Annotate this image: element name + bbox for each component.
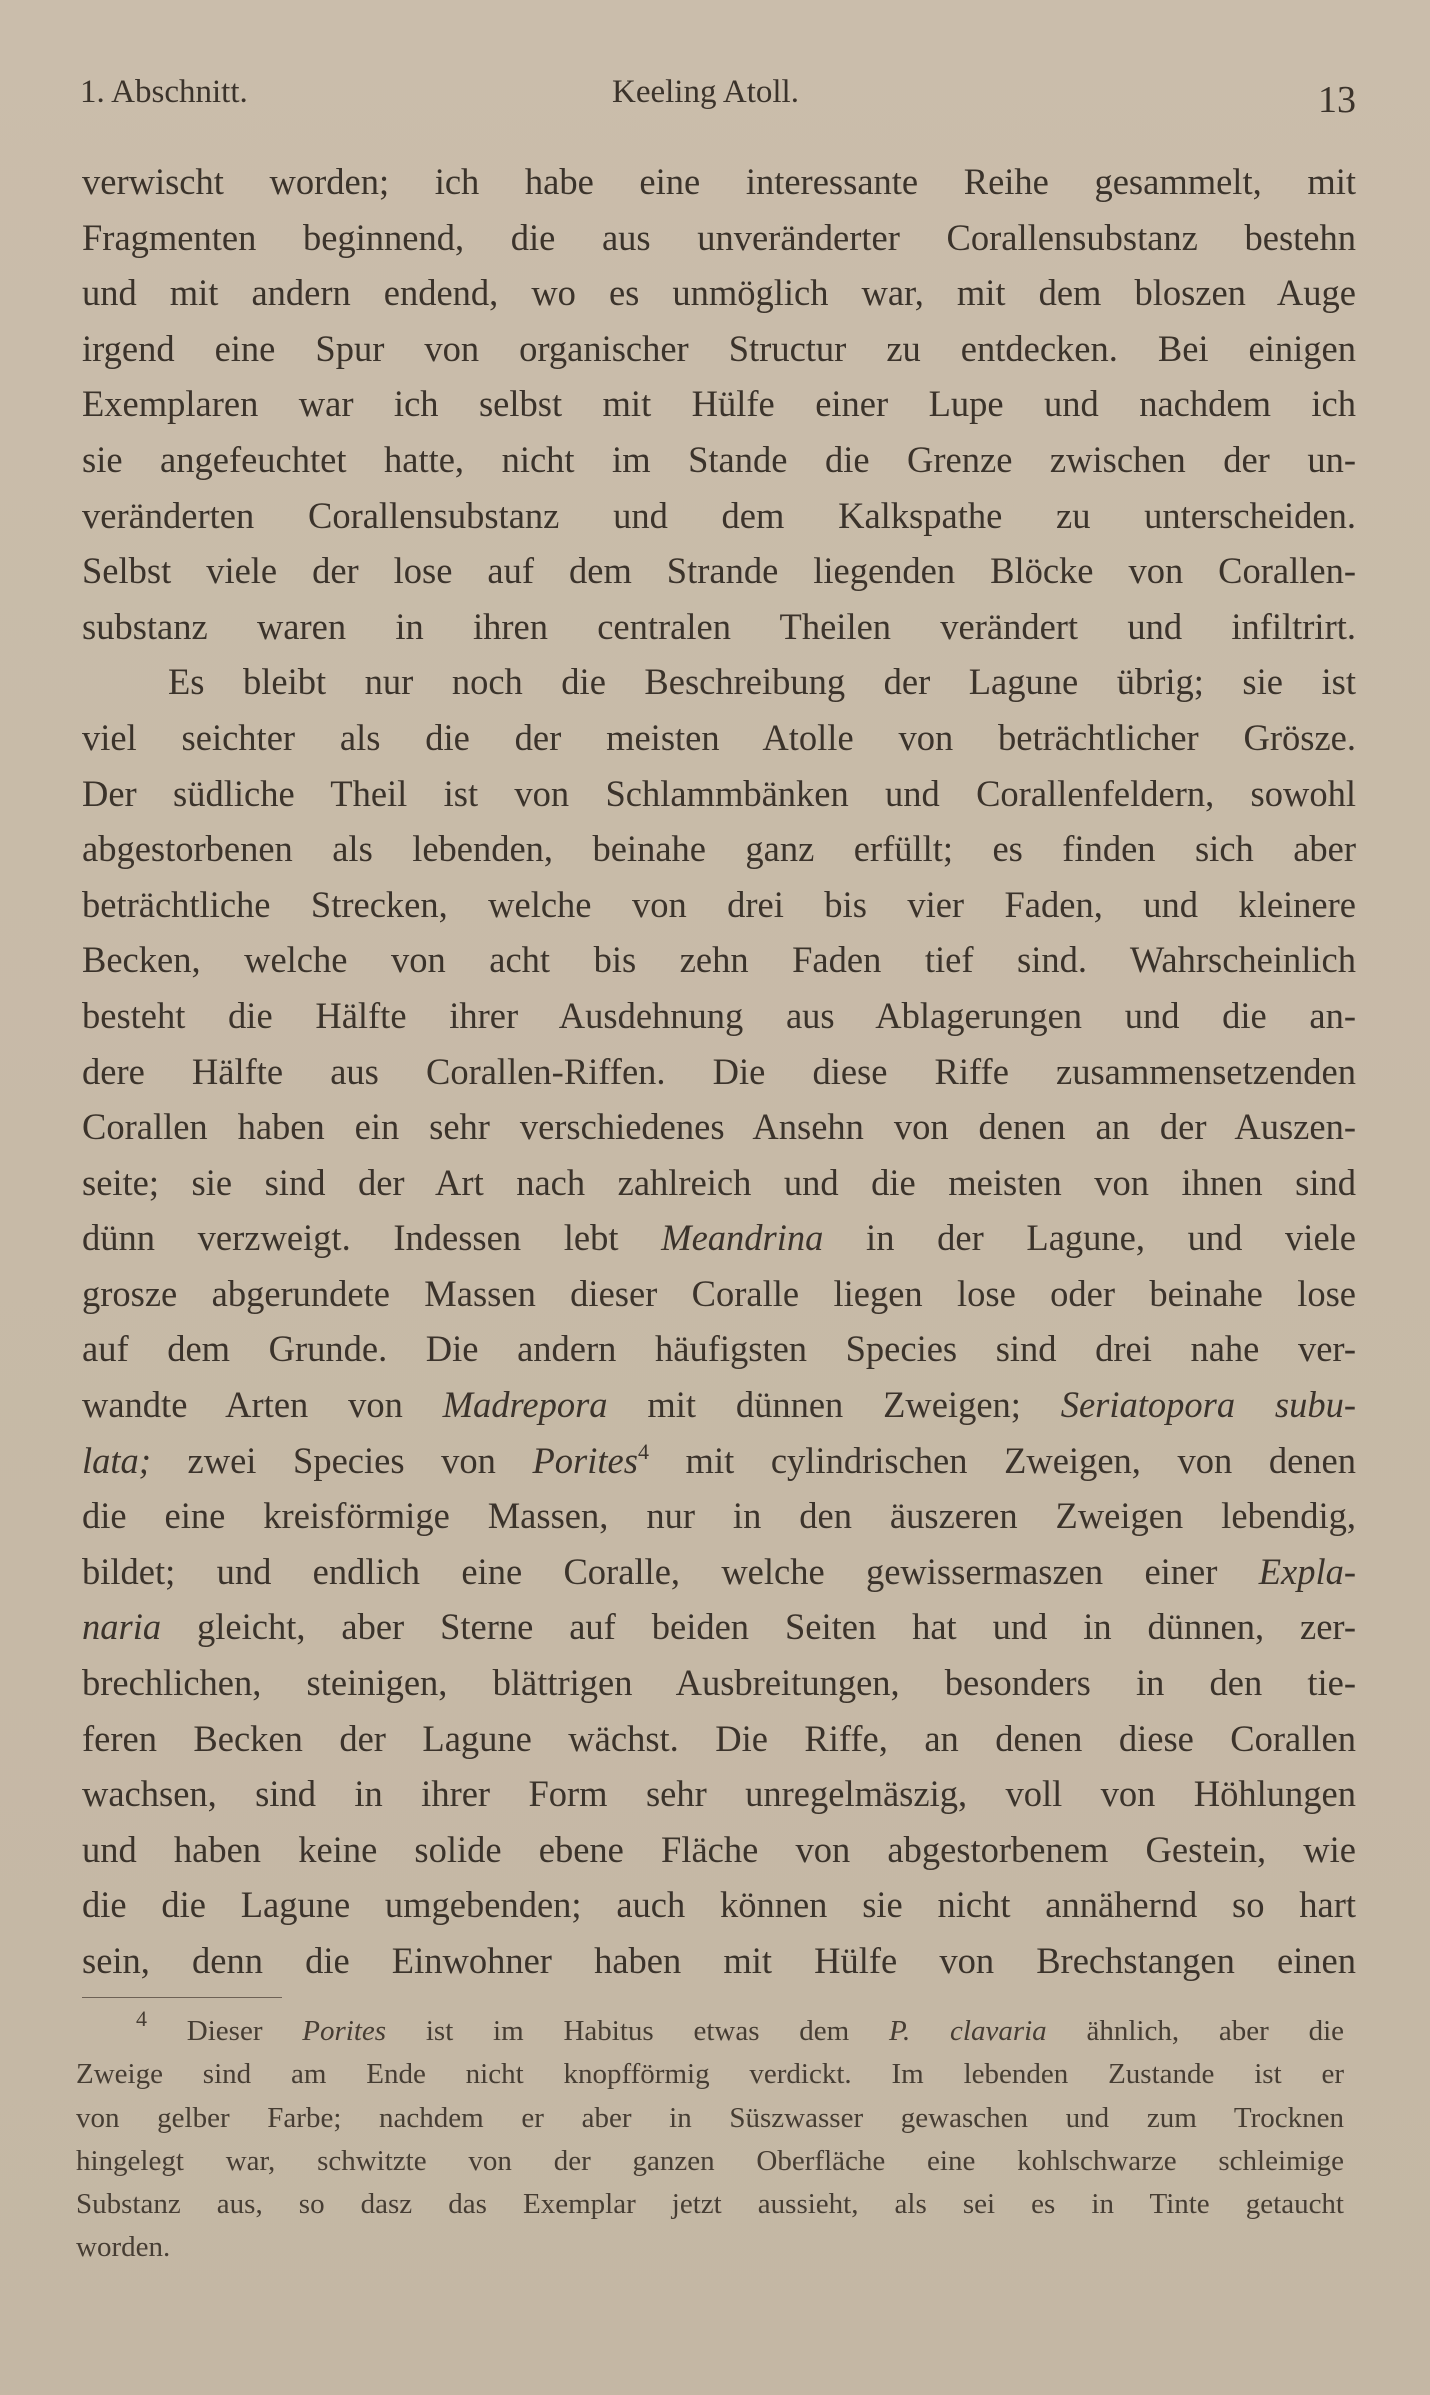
text-line: und haben keine solide ebene Fläche von abgestorbenem Gestein, wie [82,1828,1356,1870]
text-run: in der Lagune, und viele [823,1217,1356,1259]
page-number: 13 [1318,79,1356,121]
text-run: Dieser [147,2015,303,2047]
species-name-explanaria: Expla- [1258,1550,1356,1592]
text-line: Corallen haben ein sehr verschiedenes Ansehn von denen an der Auszen- [82,1106,1356,1148]
text-line: Der südliche Theil ist von Schlammbänken und Corallenfeldern, sowohl [82,772,1356,814]
body-text [82,154,1356,1989]
footnote [76,2006,1345,2270]
footnote-line [76,2006,1345,2053]
footnote-reference: 4 [637,1438,649,1464]
text-line: Selbst viele der lose auf dem Strande liegenden Blöcke von Corallen- [82,550,1356,592]
footnote-line: Zweige sind am Ende nicht knopfförmig verdickt. Im lebenden Zustande ist er [76,2058,1344,2091]
text-line: besteht die Hälfte ihrer Ausdehnung aus Ablagerungen und die an- [82,994,1356,1036]
text-line: viel seichter als die der meisten Atolle von beträchtlicher Grösze. [82,716,1356,758]
text-line-paragraph-start: Es bleibt nur noch die Beschreibung der Lagune übrig; sie ist [168,661,1356,703]
text-line: abgestorbenen als lebenden, beinahe ganz erfüllt; es finden sich aber [82,828,1356,870]
footnote-divider [82,1997,282,1998]
text-run: ist im Habitus etwas dem [386,2015,890,2047]
text-line: brechlichen, steinigen, blättrigen Ausbreitungen, besonders in den tie- [82,1662,1356,1704]
section-label: 1. Abschnitt. [80,74,248,110]
text-run: mit cylindrischen Zweigen, von denen [648,1439,1357,1481]
text-line: sein, denn die Einwohner haben mit Hülfe von Brechstangen einen [82,1940,1356,1981]
footnote-marker: 4 [136,2006,147,2031]
text-line [82,1210,1356,1266]
text-line: auf dem Grunde. Die andern häufigsten Species sind drei nahe ver- [82,1328,1356,1370]
footnote-line: hingelegt war, schwitzte von der ganzen Oberfläche eine kohlschwarze schleimige [76,2144,1344,2177]
text-line: dere Hälfte aus Corallen-Riffen. Die diese Riffe zusammensetzenden [82,1050,1356,1092]
text-line: verwischt worden; ich habe eine interessante Reihe gesammelt, mit [82,161,1356,202]
species-name-porites: Porites [532,1439,638,1481]
text-line: und mit andern endend, wo es unmöglich war, mit dem bloszen Auge [82,272,1356,314]
text-line: substanz waren in ihren centralen Theilen verändert und infiltrirt. [82,605,1356,647]
text-line [82,1599,1356,1655]
running-title: Keeling Atoll. [612,74,799,110]
text-line: die die Lagune umgebenden; auch können sie nicht annähernd so hart [82,1884,1356,1926]
text-run: mit dünnen Zweigen; [607,1384,1061,1426]
text-run: bildet; und endlich eine Coralle, welche gewissermaszen einer [82,1550,1259,1592]
text-line [82,1433,1356,1489]
species-name-madrepora: Madrepora [442,1384,608,1426]
text-line [82,1377,1356,1433]
text-line: seite; sie sind der Art nach zahlreich und die meisten von ihnen sind [82,1161,1356,1203]
text-line: die eine kreisförmige Massen, nur in den äuszeren Zweigen lebendig, [82,1495,1356,1537]
footnote-line: Substanz aus, so dasz das Exemplar jetzt aussieht, als sei es in Tinte getaucht [76,2188,1344,2221]
text-line: feren Becken der Lagune wächst. Die Riffe, an denen diese Corallen [82,1717,1356,1759]
species-name-subulata: lata; [82,1439,151,1481]
text-run: dünn verzweigt. Indessen lebt [82,1217,662,1259]
text-line: grosze abgerundete Massen dieser Coralle liegen lose oder beinahe lose [82,1272,1356,1314]
text-run: zwei Species von [150,1439,533,1481]
text-run: gleicht, aber Sterne auf beiden Seiten hat und in dünnen, zer- [161,1606,1356,1648]
footnote-line: worden. [76,2231,171,2264]
text-run: ähnlich, aber die [1046,2015,1345,2047]
species-name-meandrina: Meandrina [661,1217,824,1259]
species-name-porites: Porites [302,2015,387,2047]
running-header [80,70,1356,130]
text-line: sie angefeuchtet hatte, nicht im Stande die Grenze zwischen der un- [82,438,1356,480]
species-name-naria: naria [82,1606,162,1648]
text-line: Fragmenten beginnend, die aus unveränderter Corallensubstanz bestehn [82,216,1356,258]
text-line: Becken, welche von acht bis zehn Faden tief sind. Wahrscheinlich [82,939,1356,981]
footnote-line: von gelber Farbe; nachdem er aber in Süszwasser gewaschen und zum Trocknen [76,2101,1344,2134]
text-line: veränderten Corallensubstanz und dem Kalkspathe zu unterscheiden. [82,494,1356,536]
species-name-seriatopora: Seriatopora subu- [1060,1384,1356,1426]
species-name-p-clavaria: P. clavaria [889,2015,1047,2047]
text-line: Exemplaren war ich selbst mit Hülfe einer Lupe und nachdem ich [82,383,1356,425]
text-line: irgend eine Spur von organischer Structur zu entdecken. Bei einigen [82,327,1356,369]
text-run: wandte Arten von [82,1384,443,1426]
text-line [82,1544,1356,1600]
text-line: beträchtliche Strecken, welche von drei bis vier Faden, und kleinere [82,883,1356,925]
text-line: wachsen, sind in ihrer Form sehr unregelmäszig, voll von Höhlungen [82,1773,1356,1815]
